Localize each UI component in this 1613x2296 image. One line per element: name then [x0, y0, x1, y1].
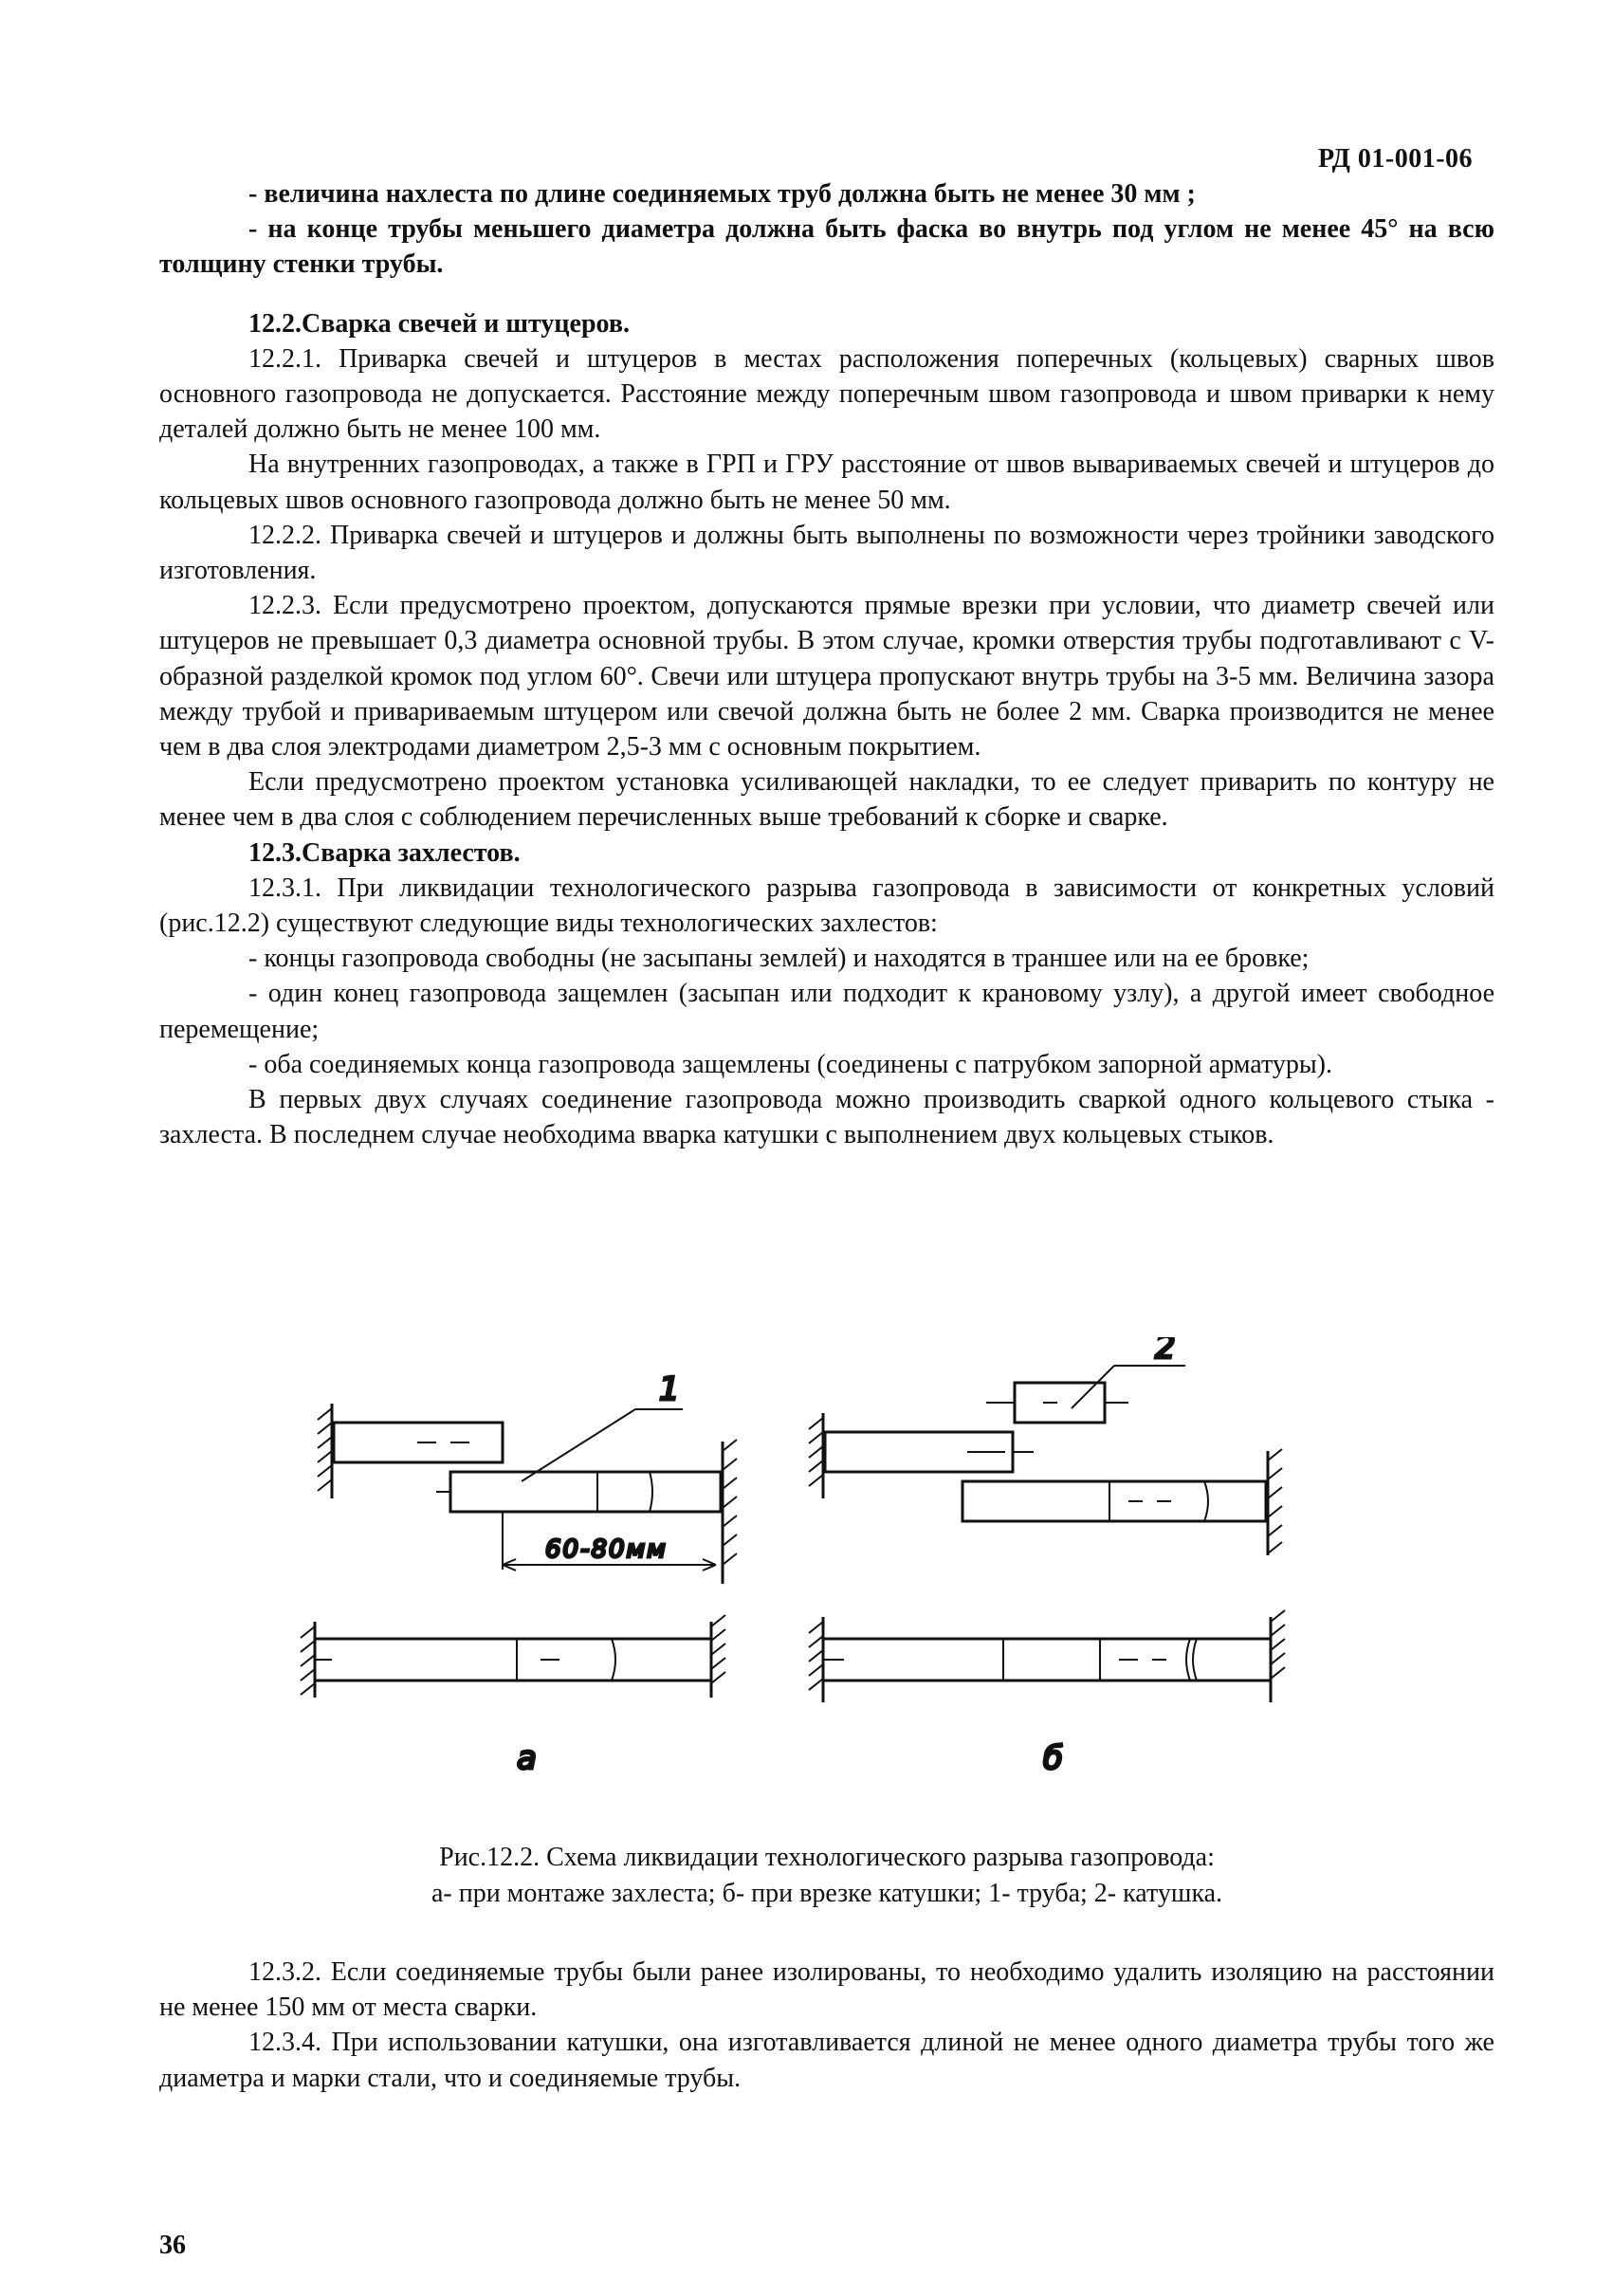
closing-text	[159, 1955, 1494, 2096]
list-item-one-end-fixed: - один конец газопровода защемлен (засыпан или подходит к крановому узлу), а другой имеет свободное перемещение;	[159, 979, 1494, 1044]
callout-2: 2	[1155, 1337, 1176, 1367]
caption-line-2: а- при монтаже захлеста; б- при врезке катушки; 1- труба; 2- катушка.	[431, 1879, 1223, 1908]
section-heading-12-2: 12.2.Сварка свечей и штуцеров.	[248, 308, 630, 339]
callout-1: 1	[659, 1370, 680, 1408]
document-code: РД 01-001-06	[1318, 144, 1474, 174]
panel-a-bottom	[301, 1615, 725, 1698]
paragraph-12-3-1-conclusion: В первых двух случаях соединение газопровода можно производить сваркой одного кольцевого стыка - захлеста. В последнем случае необходима вварка катушки с выполнением двух кольцевых стыков.	[159, 1085, 1494, 1150]
section-heading-12-3: 12.3.Сварка захлестов.	[248, 837, 521, 868]
paragraph-12-2-2: 12.2.2. Приварка свечей и штуцеров и должны быть выполнены по возможности через тройники заводского изготовления.	[159, 520, 1494, 586]
panel-b-top	[809, 1366, 1282, 1555]
label-b: б	[1043, 1739, 1063, 1777]
paragraph-12-2-1-internal: На внутренних газопроводах, а также в ГРП и ГРУ расстояние от швов вывариваемых свечей и штуцеров до кольцевых швов основного газопровода должно быть не менее 50 мм.	[159, 450, 1494, 515]
paragraph-12-3-2: 12.3.2. Если соединяемые трубы были ранее изолированы, то необходимо удалить изоляцию на расстоянии не менее 150 мм от места сварки.	[159, 1957, 1494, 2023]
requirement-overlap-length: - величина нахлеста по длине соединяемых труб должна быть не менее 30 мм ;	[248, 179, 1196, 209]
dimension-label: 60-80мм	[545, 1535, 668, 1564]
body-text	[159, 176, 1494, 1152]
list-item-free-ends: - концы газопровода свободны (не засыпаны землей) и находятся в траншее или на ее бровке;	[248, 944, 1310, 974]
page-number: 36	[159, 2231, 186, 2260]
paragraph-12-3-1: 12.3.1. При ликвидации технологического разрыва газопровода в зависимости от конкретных условий (рис.12.2) существуют следующие виды технологических захлестов:	[159, 872, 1494, 939]
paragraph-12-3-4: 12.3.4. При использовании катушки, она изготавливается длиной не менее одного диаметра трубы того же диаметра и марки стали, что и соединяемые трубы.	[159, 2028, 1494, 2093]
paragraph-12-2-3: 12.2.3. Если предусмотрено проектом, допускаются прямые врезки при условии, что диаметр свечей или штуцеров не превышает 0,3 диаметра основной трубы. В этом случае, кромки отверстия трубы подготавливают с V-образной разделкой кромок под углом 60°. Свечи или штуцера пропускают внутрь трубы на 3-5 мм. Величина зазора между трубой и привариваемым штуцером или свечой должна быть не более 2 мм. Сварка производится не менее чем в два слоя электродами диаметром 2,5-3 мм с основным покрытием.	[159, 591, 1494, 762]
list-item-both-ends-fixed: - оба соединяемых конца газопровода защемлены (соединены с патрубком запорной арматуры).	[248, 1049, 1333, 1079]
paragraph-reinforcing-pad: Если предусмотрено проектом установка усиливающей накладки, то ее следует приварить по контуру не менее чем в два слоя с соблюдением перечисленных выше требований к сборке и сварке.	[159, 767, 1494, 833]
figure-caption	[159, 1840, 1494, 1912]
paragraph-12-2-1: 12.2.1. Приварка свечей и штуцеров в местах расположения поперечных (кольцевых) сварных швов основного газопровода не допускается. Расстояние между поперечным швом газопровода и швом приварки к нему деталей должно быть не менее 100 мм.	[159, 343, 1494, 445]
label-a: а	[517, 1739, 537, 1777]
requirement-chamfer: - на конце трубы меньшего диаметра должна быть фаска во внутрь под углом не менее 45° на всю толщину стенки трубы.	[159, 214, 1494, 280]
caption-line-1: Рис.12.2. Схема ликвидации технологического разрыва газопровода:	[439, 1843, 1215, 1872]
panel-a-top	[318, 1404, 737, 1584]
panel-b-bottom	[809, 1610, 1285, 1702]
figure-12-2-diagram	[284, 1337, 1375, 1792]
